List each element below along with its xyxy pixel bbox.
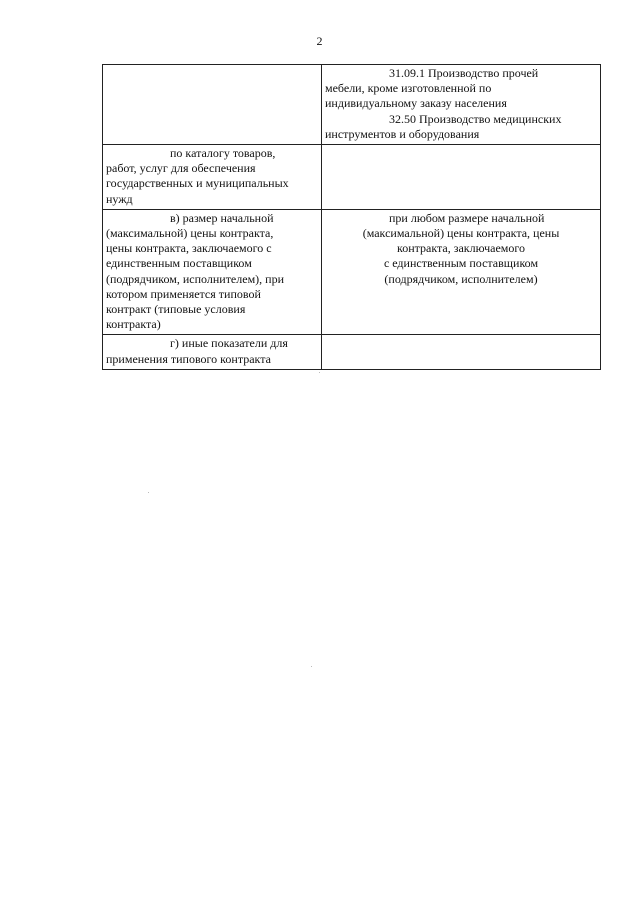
value-line: с единственным поставщиком — [383, 256, 539, 271]
okpd-codes-cell — [322, 65, 601, 145]
criterion-line: применения типового контракта — [106, 351, 271, 366]
criterion-line: контракта) — [106, 317, 161, 332]
table-cell-empty — [322, 145, 601, 210]
table-row — [103, 335, 601, 369]
value-line: контракта, заключаемого — [396, 241, 526, 256]
page-number: 2 — [316, 34, 323, 48]
table-row — [103, 145, 601, 210]
table-row — [103, 209, 601, 335]
criterion-line: в) размер начальной — [170, 210, 274, 225]
criterion-line: г) иные показатели для — [170, 336, 288, 351]
value-line: при любом размере начальной — [389, 210, 545, 225]
criterion-line: цены контракта, заключаемого с — [106, 241, 272, 256]
scan-speck — [319, 372, 320, 373]
criterion-line: работ, услуг для обеспечения — [106, 161, 256, 176]
criterion-line: нужд — [106, 191, 133, 206]
okpd-line: 31.09.1 Производство прочей — [389, 66, 539, 80]
price-value-cell — [322, 209, 601, 335]
table-cell-empty — [103, 65, 322, 145]
criterion-line: котором применяется типовой — [106, 286, 261, 301]
value-line: (максимальной) цены контракта, цены — [362, 226, 560, 241]
criterion-line: (подрядчиком, исполнителем), при — [106, 271, 285, 286]
criterion-line: государственных и муниципальных — [106, 176, 289, 191]
table-row — [103, 65, 601, 145]
okpd-line: инструментов и оборудования — [325, 126, 480, 141]
price-criterion-cell — [103, 209, 322, 335]
criterion-line: единственным поставщиком — [106, 256, 252, 271]
other-criteria-cell — [103, 335, 322, 369]
value-line: (подрядчиком, исполнителем) — [384, 271, 538, 286]
scan-speck — [148, 492, 149, 493]
okpd-line: 32.50 Производство медицинских — [389, 111, 562, 126]
okpd-line: мебели, кроме изготовленной по — [325, 81, 492, 96]
catalog-criterion-cell — [103, 145, 322, 210]
criterion-line: (максимальной) цены контракта, — [106, 226, 274, 241]
criterion-line: по каталогу товаров, — [170, 146, 276, 161]
table-cell-empty — [322, 335, 601, 369]
criterion-line: контракт (типовые условия — [106, 302, 246, 317]
scan-speck — [311, 666, 312, 667]
typical-contract-table — [102, 64, 601, 370]
okpd-line: индивидуальному заказу населения — [325, 96, 507, 111]
